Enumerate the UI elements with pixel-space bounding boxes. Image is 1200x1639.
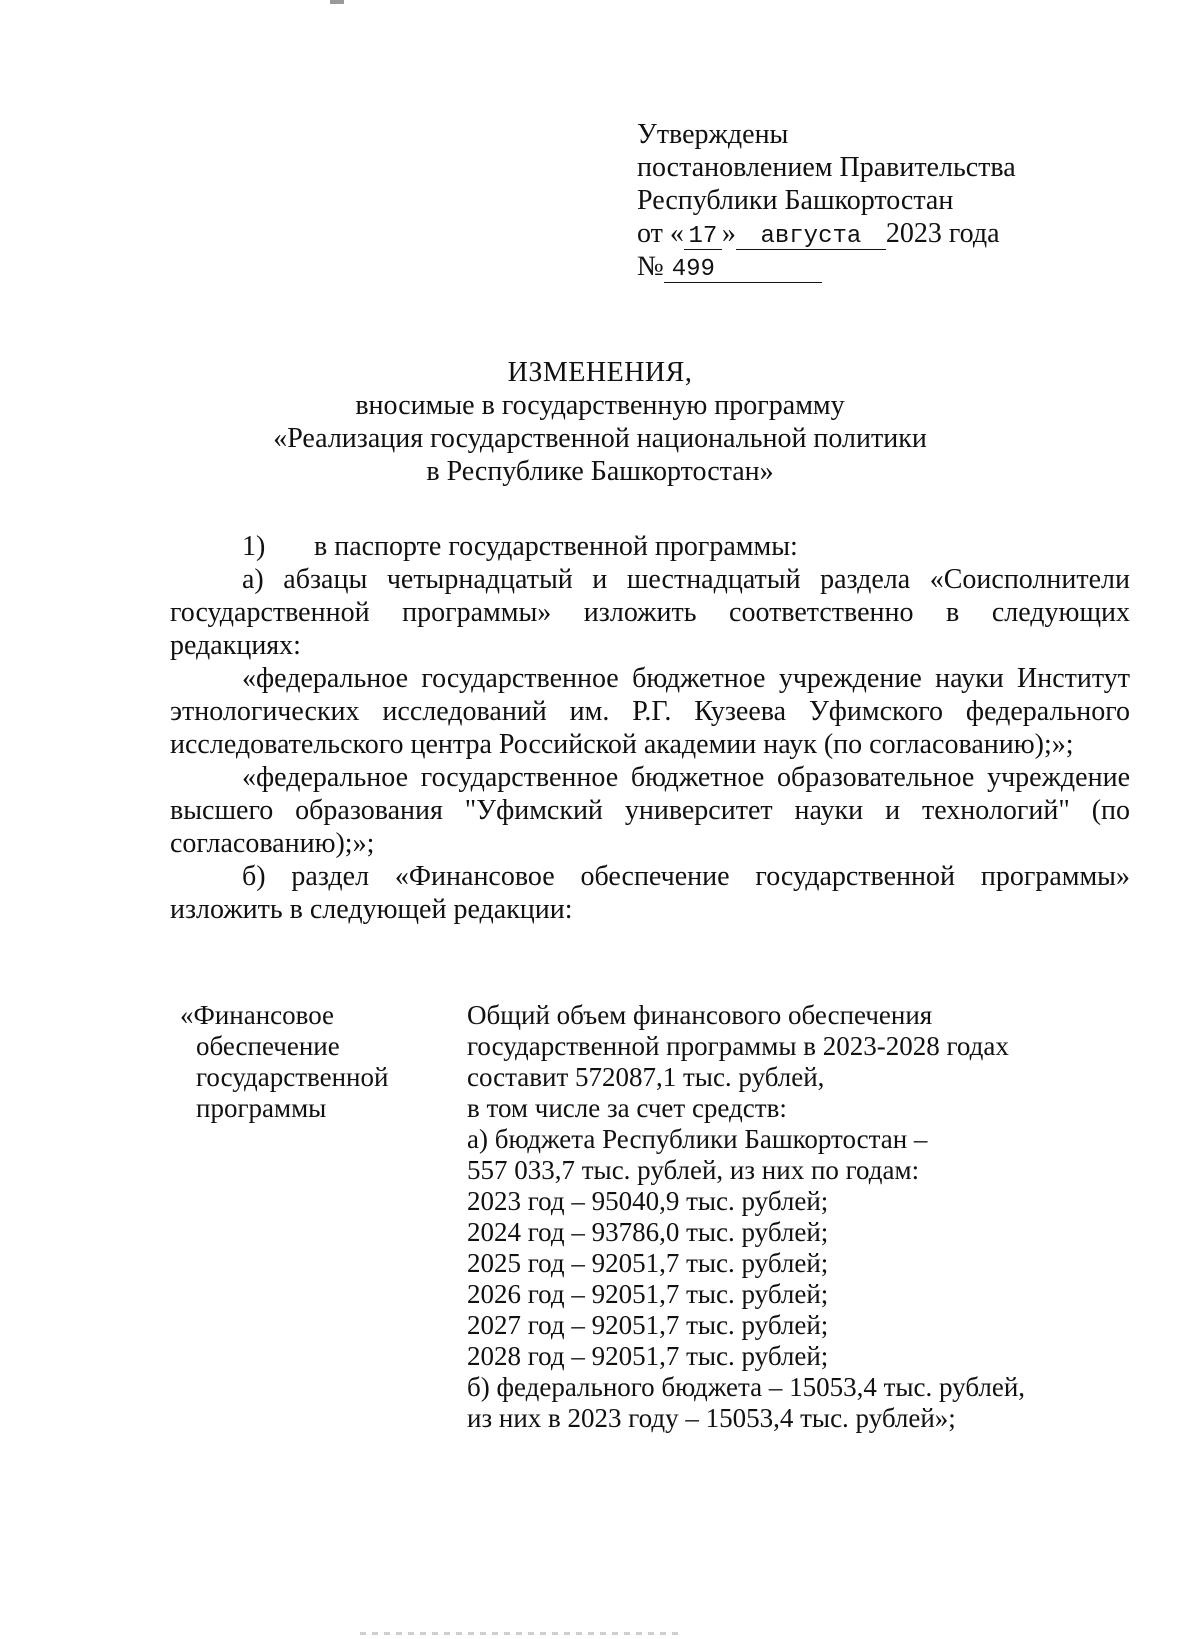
financing-line: 557 033,7 тыс. рублей, из них по годам: [467,1155,920,1185]
financing-content [467,1000,1140,1434]
paragraph-quote-1: «федеральное государственное бюджетное учреждение науки Институт этнологических исследований им. Р.Г. Кузеева Уфимского федерального исследовательского центра Российской академии наук (по согласованию);»; [170,663,1130,760]
date-prefix: от « [637,218,684,249]
financing-label-line: обеспечение [196,1031,340,1061]
financing-label-line: программы [196,1093,327,1123]
document-body [170,530,1130,926]
document-title: ИЗМЕНЕНИЯ, [507,357,693,388]
financing-line: а) бюджета Республики Башкортостан – [467,1124,928,1154]
financing-year-line: 2025 год – 92051,7 тыс. рублей; [467,1248,829,1278]
paragraph-b: б) раздел «Финансовое обеспечение государственной программы» изложить в следующей редакции: [170,861,1130,925]
financing-table [180,1000,1140,1434]
approval-number-line [637,250,1016,283]
title-line-4: в Республике Башкортостан» [426,456,774,487]
document-title-block [0,356,1200,488]
approval-number: 499 [664,258,822,283]
financing-year-line: 2028 год – 92051,7 тыс. рублей; [467,1341,829,1371]
financing-line: составит 572087,1 тыс. рублей, [467,1062,825,1092]
scan-artifact-top [330,0,344,4]
financing-label [180,1000,467,1434]
approval-line-3: Республики Башкортостан [637,185,954,216]
title-line-2: вносимые в государственную программу [355,390,845,421]
paragraph-a: а) абзацы четырнадцатый и шестнадцатый раздела «Соисполнители государственной программы» изложить соответственно в следующих редакциях: [170,564,1130,661]
scan-artifact-bottom [360,1632,680,1635]
approval-year: 2023 года [885,218,1000,249]
approval-line-2: постановлением Правительства [637,152,1016,183]
approval-date [637,217,1016,250]
approval-line-1: Утверждены [637,119,789,150]
approval-stamp [637,118,1016,283]
paragraph-quote-2: «федеральное государственное бюджетное образовательное учреждение высшего образования "Уфимский университет науки и технологий" (по согласованию);»; [170,762,1130,859]
item-1-number: 1) [242,531,266,562]
item-1 [170,530,1130,563]
financing-line: из них в 2023 году – 15053,4 тыс. рублей»; [467,1403,956,1433]
financing-line: б) федерального бюджета – 15053,4 тыс. рублей, [467,1372,1026,1402]
financing-year-line: 2023 год – 95040,9 тыс. рублей; [467,1186,829,1216]
number-prefix: № [637,251,664,282]
item-1-text: в паспорте государственной программы: [314,531,798,562]
financing-label-line: государственной [196,1062,389,1092]
financing-year-line: 2026 год – 92051,7 тыс. рублей; [467,1279,829,1309]
approval-month: августа [736,225,886,250]
financing-year-line: 2027 год – 92051,7 тыс. рублей; [467,1310,829,1340]
title-line-3: «Реализация государственной национальной политики [273,423,927,454]
financing-line: в том числе за счет средств: [467,1093,787,1123]
financing-year-line: 2024 год – 93786,0 тыс. рублей; [467,1217,829,1247]
approval-day: 17 [684,225,722,250]
financing-line: Общий объем финансового обеспечения [467,1000,933,1030]
financing-line: государственной программы в 2023-2028 годах [467,1031,1009,1061]
date-day-close: » [721,218,736,249]
financing-label-line: «Финансовое [180,1000,335,1030]
